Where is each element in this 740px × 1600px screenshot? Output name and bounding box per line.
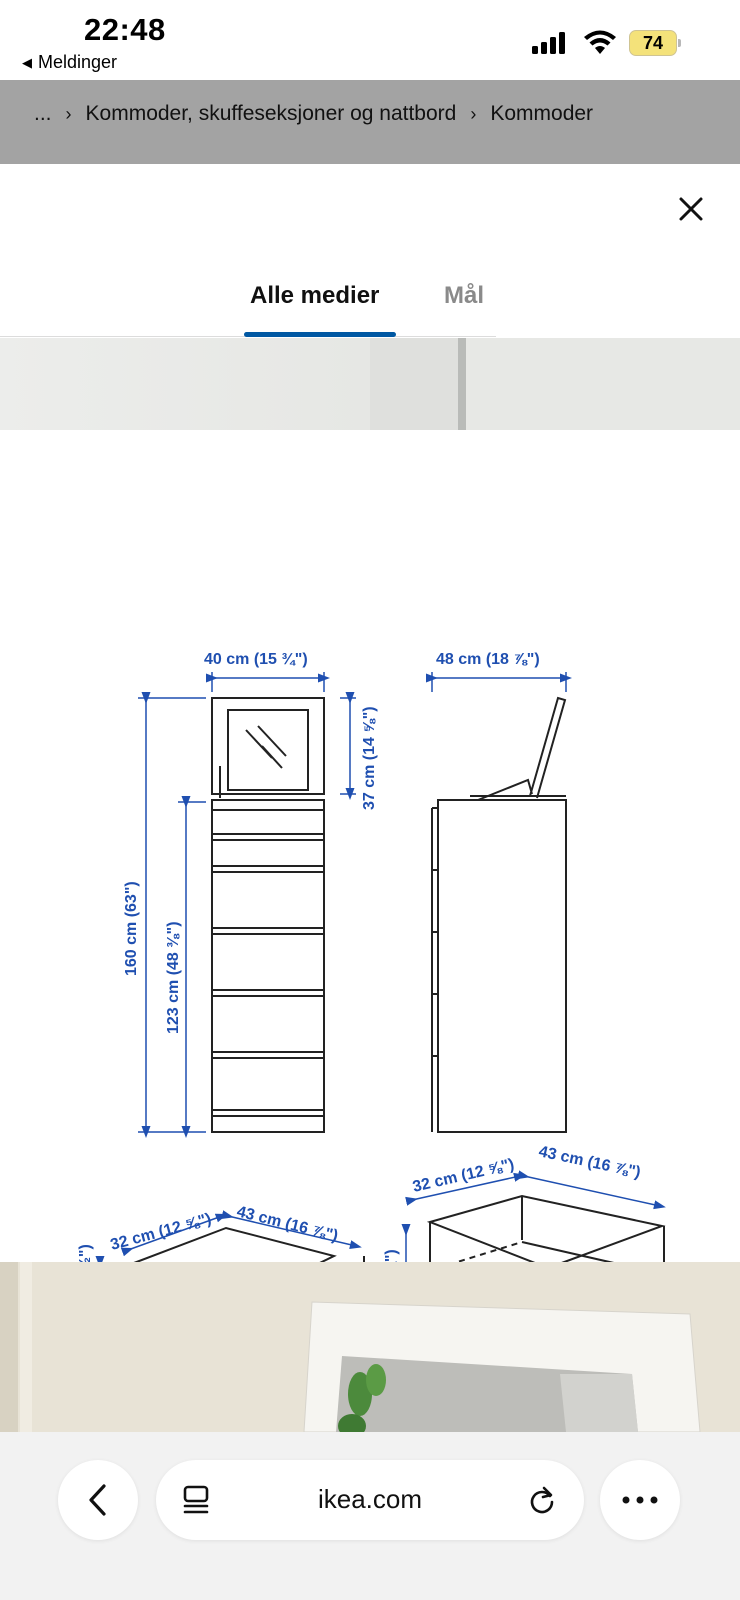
product-photo-bottom[interactable] — [0, 1262, 740, 1432]
media-sheet — [0, 164, 740, 1432]
tab-dimensions[interactable]: Mål — [444, 282, 485, 309]
total-height-label: 160 cm (63") — [123, 881, 140, 976]
breadcrumb-ellipsis[interactable]: ... — [34, 102, 52, 125]
breadcrumb-bar — [0, 80, 740, 164]
tab-all-media[interactable]: Alle medier — [250, 282, 380, 309]
front-cabinet-body — [212, 800, 324, 1132]
breadcrumb — [34, 102, 593, 126]
mirror-height-label: 37 cm (14 ⅝") — [361, 706, 378, 810]
close-icon — [678, 196, 704, 222]
dimension-diagram[interactable] — [0, 430, 740, 1254]
close-button[interactable] — [676, 194, 706, 224]
clock: 22:48 — [84, 12, 166, 47]
side-mirror-lid — [478, 698, 565, 800]
front-mirror-glass — [228, 710, 308, 790]
side-cabinet-body — [438, 800, 566, 1132]
front-width-label: 40 cm (15 ¾") — [204, 651, 308, 668]
back-triangle-icon: ◀ — [22, 54, 32, 70]
media-tabs — [0, 264, 740, 338]
status-bar — [0, 0, 740, 80]
small-drawer-depth-label: 43 cm (16 ⅞") — [235, 1203, 340, 1245]
battery-level: 74 — [642, 32, 664, 53]
chevron-right-icon: › — [65, 103, 72, 124]
battery-icon — [629, 30, 682, 56]
reload-icon[interactable] — [526, 1484, 558, 1516]
breadcrumb-item-current[interactable]: Kommoder — [490, 102, 594, 125]
small-drawer-width-label: 32 cm (12 ⅝") — [108, 1210, 214, 1254]
url-text: ikea.com — [317, 1484, 423, 1514]
large-drawer-depth-label: 43 cm (16 ⅞") — [537, 1143, 643, 1182]
more-button[interactable] — [600, 1460, 680, 1540]
body-height-label: 123 cm (48 ⅜") — [165, 921, 182, 1034]
side-depth-label: 48 cm (18 ⅞") — [436, 651, 540, 668]
browser-back-button[interactable] — [58, 1460, 138, 1540]
back-to-app-button[interactable] — [22, 52, 117, 73]
more-icon — [620, 1495, 660, 1505]
chevron-right-icon: › — [470, 103, 477, 124]
back-app-label: Meldinger — [38, 52, 118, 72]
breadcrumb-item-category[interactable]: Kommoder, skuffeseksjoner og nattbord — [85, 102, 457, 125]
wifi-icon — [583, 30, 617, 56]
active-tab-indicator — [244, 332, 396, 337]
browser-toolbar — [0, 1432, 740, 1600]
chevron-left-icon — [86, 1483, 110, 1517]
cellular-signal-icon — [532, 32, 565, 54]
product-photo-top[interactable] — [0, 338, 740, 430]
address-bar[interactable] — [156, 1460, 584, 1540]
large-drawer-width-label: 32 cm (12 ⅝") — [411, 1156, 516, 1196]
